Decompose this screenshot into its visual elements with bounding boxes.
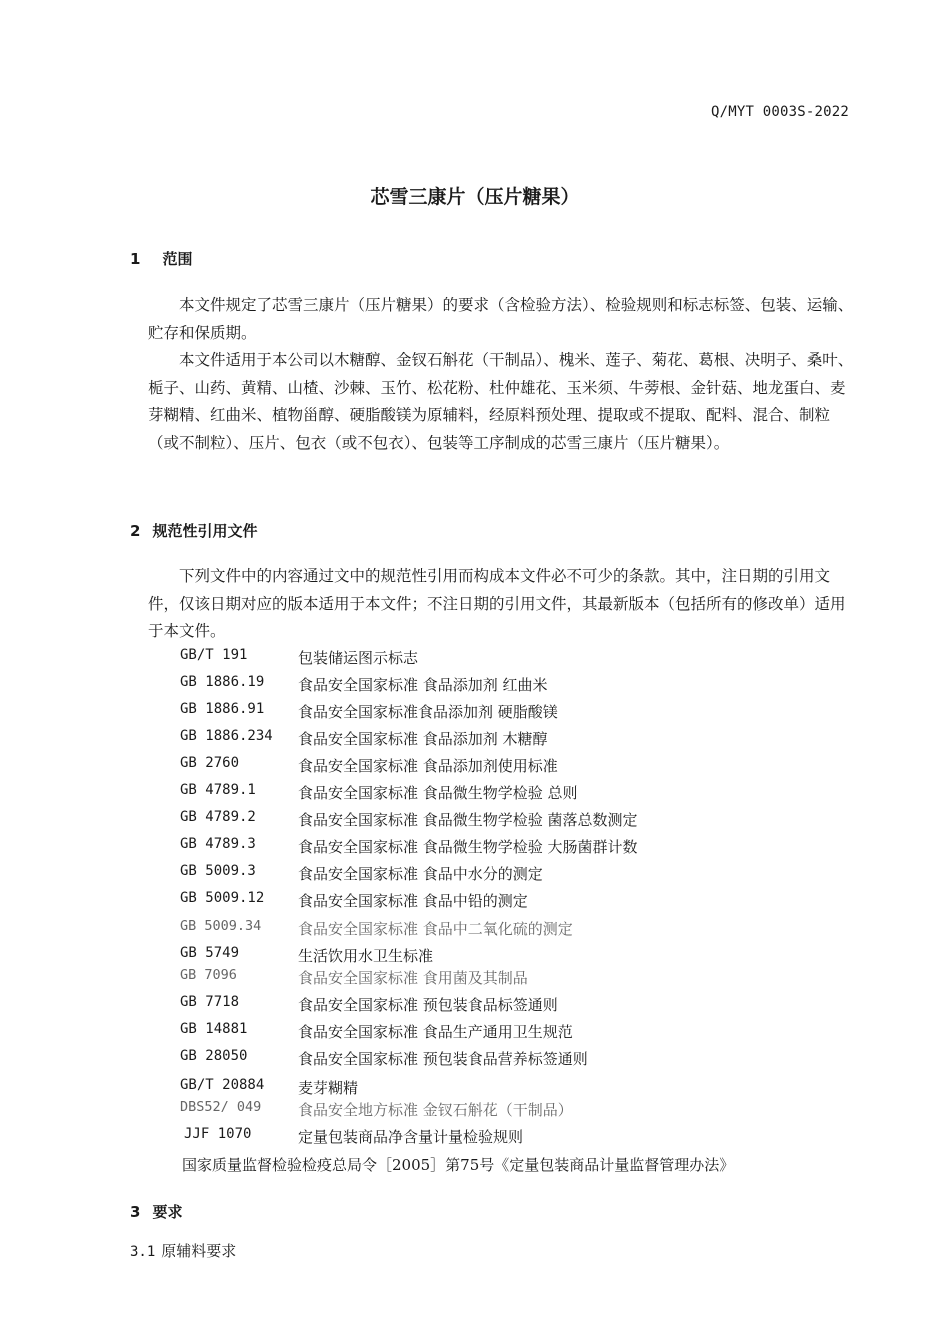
reference-code: GB 1886.91 [180,701,265,717]
reference-title: 食品安全国家标准 食品微生物学检验 大肠菌群计数 [298,838,638,856]
reference-code: GB 4789.1 [180,782,256,798]
reference-title: 食品安全国家标准 食品中二氧化硫的测定 [298,920,573,938]
reference-code: JJF 1070 [184,1126,252,1142]
section-title: 规范性引用文件 [152,522,258,540]
reference-code: GB 28050 [180,1048,248,1064]
reference-title: 定量包装商品净含量计量检验规则 [298,1128,524,1146]
reference-code: GB 4789.2 [180,809,256,825]
reference-title: 麦芽糊精 [298,1079,359,1097]
reference-title: 包装储运图示标志 [298,649,419,667]
section-title: 范围 [162,250,193,268]
scope-paragraph-1: 本文件规定了芯雪三康片（压片糖果）的要求（含检验方法）、检验规则和标志标签、包装、运输、贮存和保质期。 [148,296,854,342]
normative-intro: 下列文件中的内容通过文中的规范性引用而构成本文件必不可少的条款。其中，注日期的引用文件，仅该日期对应的版本适用于本文件；不注日期的引用文件，其最新版本（包括所有的修改单）适用于本文件。 [148,567,846,640]
reference-title: 食品安全国家标准 食品中铅的测定 [298,892,528,910]
decree-reference: 国家质量监督检验检疫总局令［2005］第75号《定量包装商品计量监督管理办法》 [182,1156,735,1174]
reference-title: 食品安全国家标准 食品添加剂使用标准 [298,757,558,775]
reference-code: GB 5009.34 [180,918,262,934]
reference-title: 食品安全国家标准 食品生产通用卫生规范 [298,1023,573,1041]
subsection-number: 3.1 [130,1244,156,1260]
reference-title: 食品安全国家标准 预包装食品营养标签通则 [298,1050,588,1068]
reference-title: 食品安全国家标准 食品添加剂 红曲米 [298,676,548,694]
reference-title: 食品安全国家标准 食品微生物学检验 总则 [298,784,578,802]
document-title: 芯雪三康片（压片糖果） [370,186,580,208]
reference-title: 食品安全国家标准 预包装食品标签通则 [298,996,558,1014]
reference-title: 食品安全地方标准 金钗石斛花（干制品） [298,1101,573,1119]
document-code: Q/MYT 0003S-2022 [710,104,849,120]
reference-title: 食品安全国家标准 食品中水分的测定 [298,865,543,883]
reference-code: GB/T 20884 [180,1077,265,1093]
reference-code: GB 7096 [180,967,237,983]
section-3-heading [130,1201,182,1222]
reference-code: GB 1886.19 [180,674,265,690]
reference-title: 食品安全国家标准食品添加剂 硬脂酸镁 [298,703,558,721]
reference-code: GB 7718 [180,994,240,1010]
subsection-title: 原辅料要求 [161,1242,237,1260]
reference-code: GB/T 191 [180,647,248,663]
reference-code: GB 1886.234 [180,728,273,744]
section-title: 要求 [152,1203,183,1221]
reference-title: 食品安全国家标准 食品添加剂 木糖醇 [298,730,548,748]
section-number: 2 [130,522,141,540]
section-2-heading [130,520,257,541]
reference-title: 食品安全国家标准 食用菌及其制品 [298,969,528,987]
reference-title: 生活饮用水卫生标准 [298,947,434,965]
section-number: 1 [130,250,141,268]
section-number: 3 [130,1203,141,1221]
reference-code: GB 4789.3 [180,836,256,852]
reference-title: 食品安全国家标准 食品微生物学检验 菌落总数测定 [298,811,638,829]
reference-code: DBS52/ 049 [180,1099,262,1115]
reference-code: GB 5749 [180,945,240,961]
section-1-heading [130,248,192,269]
reference-code: GB 2760 [180,755,240,771]
reference-code: GB 5009.3 [180,863,256,879]
subsection-3-1-heading [130,1240,236,1261]
reference-code: GB 14881 [180,1021,248,1037]
reference-code: GB 5009.12 [180,890,265,906]
scope-paragraph-2: 本文件适用于本公司以木糖醇、金钗石斛花（干制品）、槐米、莲子、菊花、葛根、决明子、桑叶、栀子、山药、黄精、山楂、沙棘、玉竹、松花粉、杜仲雄花、玉米须、牛蒡根、金针菇、地龙蛋白、麦芽糊精、红曲米、植物甾醇、硬脂酸镁为原辅料，经原料预处理、提取或不提取、配料、混合、制粒（或不制粒）、压片、包衣（或不包衣）、包装等工序制成的芯雪三康片（压片糖果）。 [148,351,854,452]
